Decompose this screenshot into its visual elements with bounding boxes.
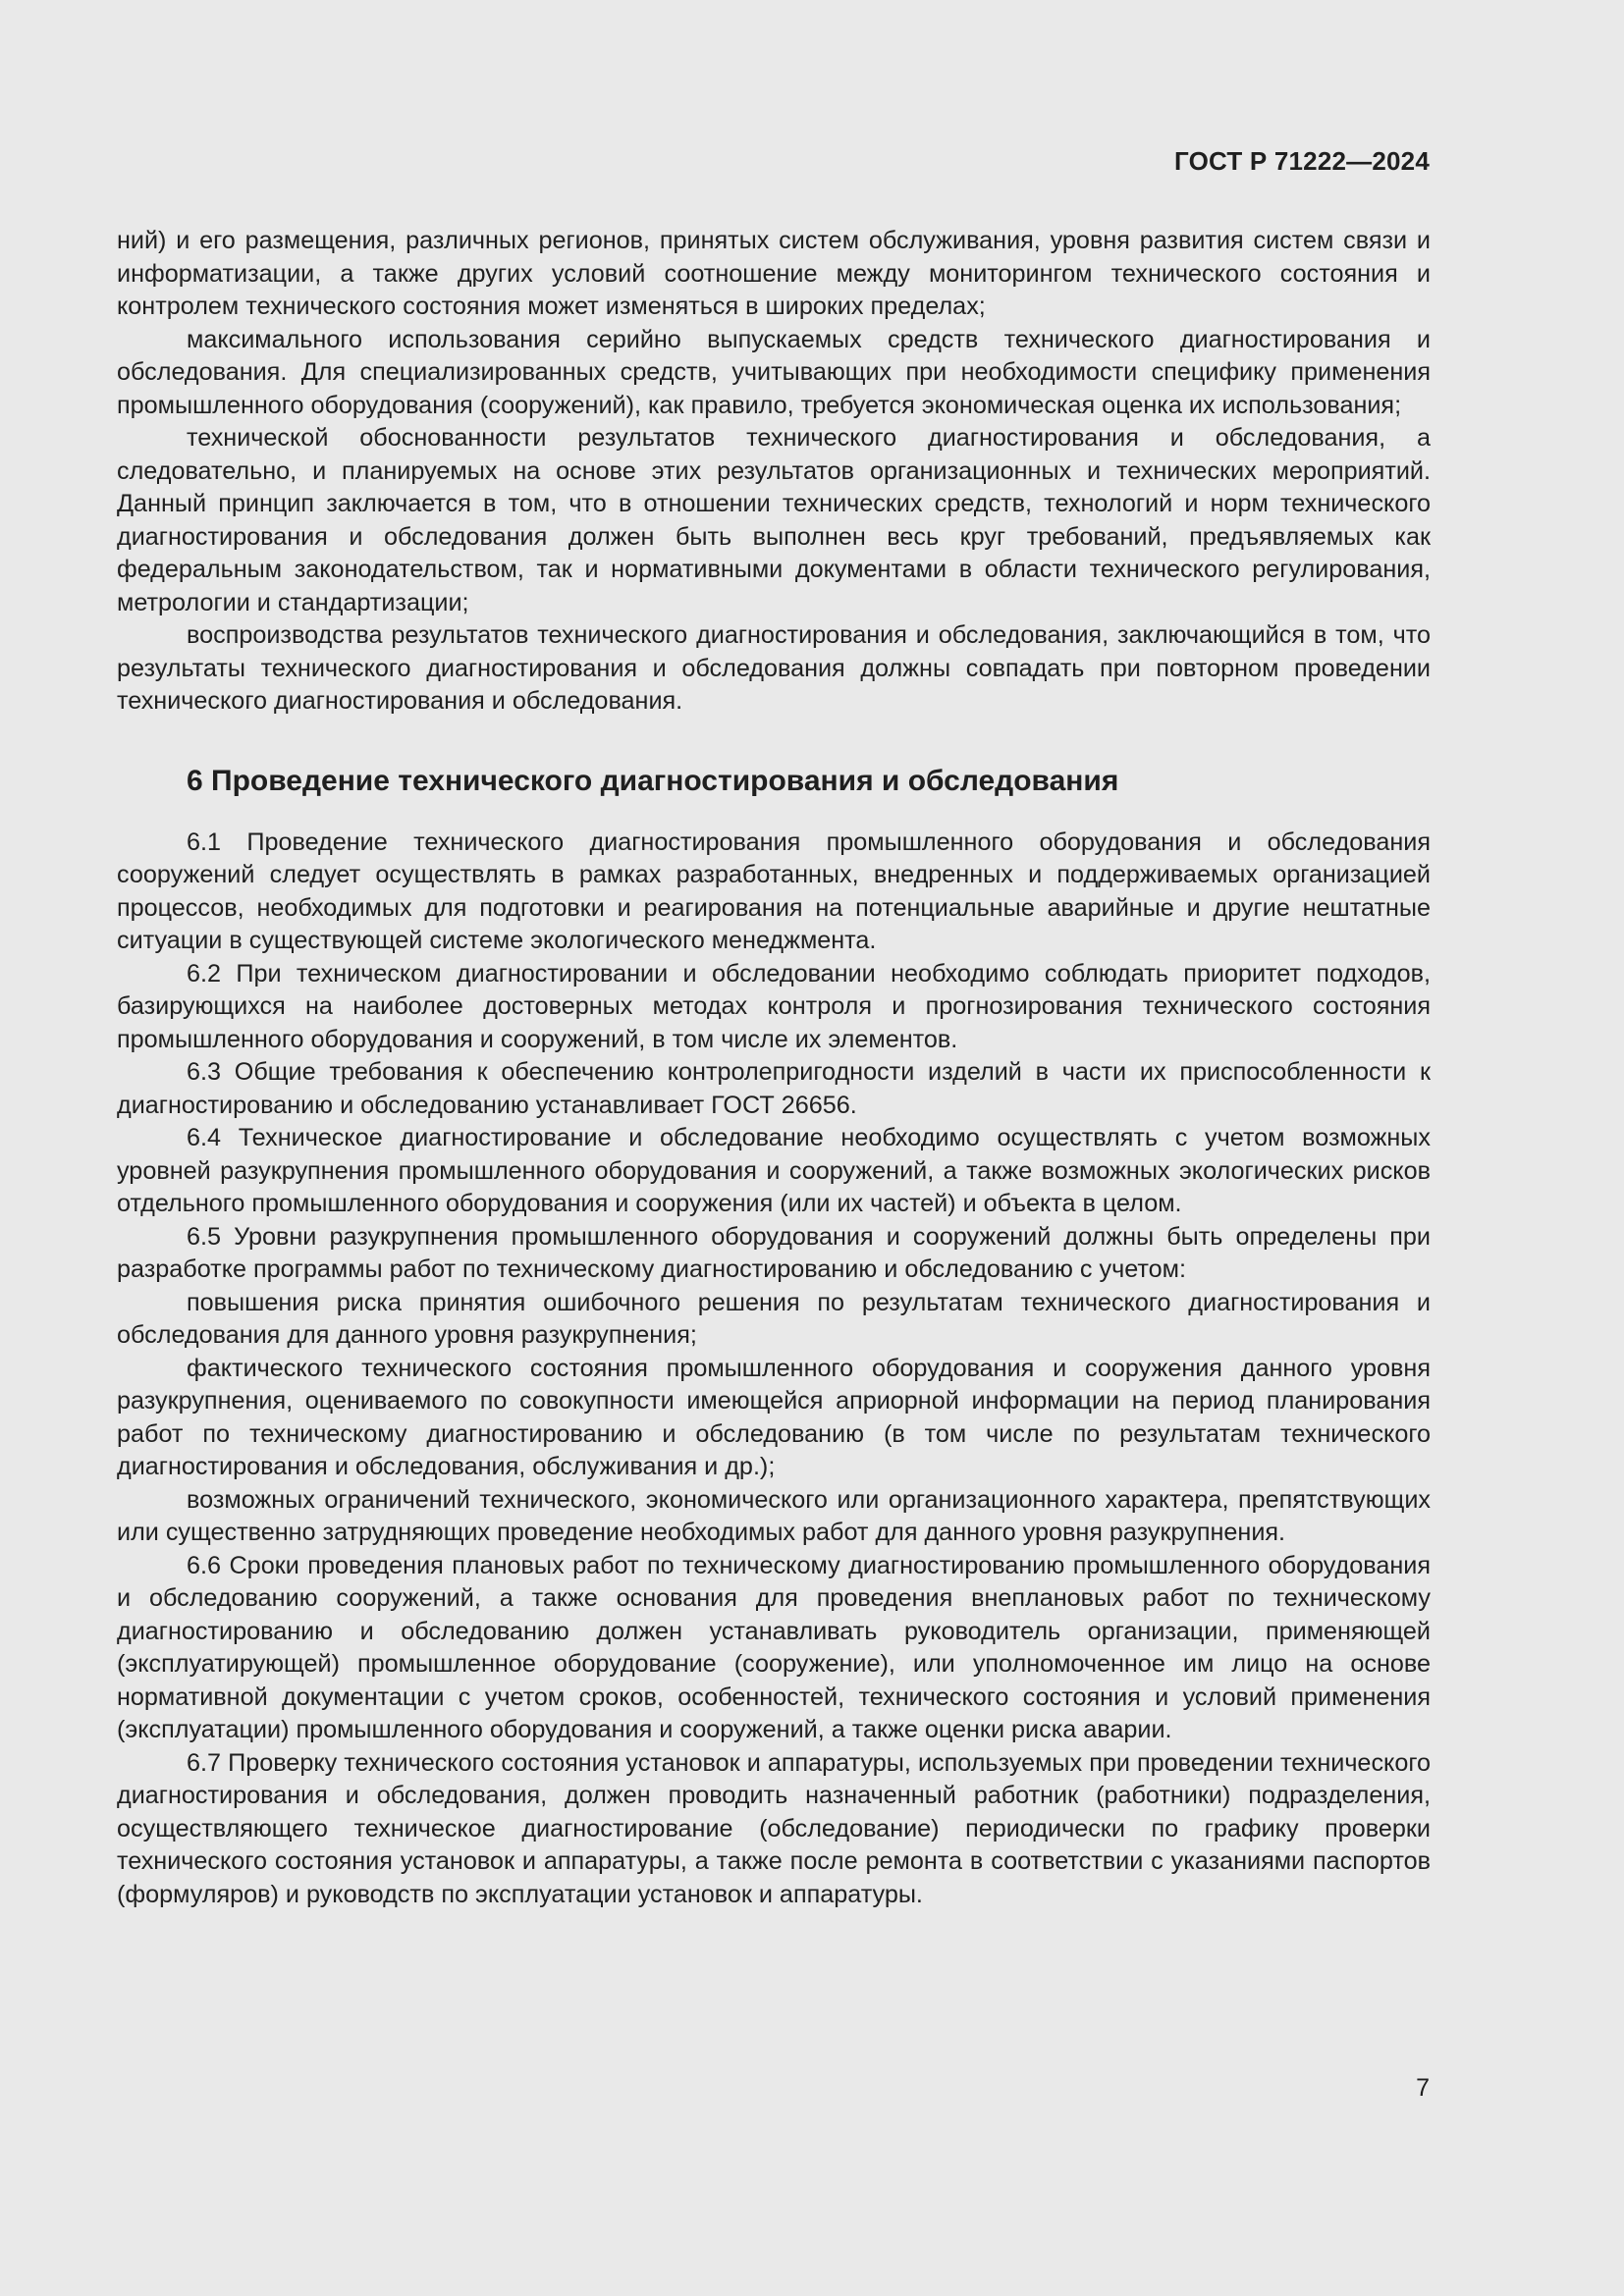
clause-6-6: 6.6 Сроки проведения плановых работ по техническому диагностированию промышленного оборудования и обследованию сооружений, а также основания для проведения внеплановых работ по техническому диагностированию и обследованию должен устанавливать руководитель организации, применяющей (эксплуатирующей) промышленное оборудование (сооружение), или уполномоченное им лицо на основе нормативной документации с учетом сроков, особенностей, технического состояния и условий применения (эксплуатации) промышленного оборудования и сооружений, а также оценки риска аварии.	[117, 1551, 1431, 1743]
clause-6-2: 6.2 При техническом диагностировании и обследовании необходимо соблюдать приоритет подходов, базирующихся на наиболее достоверных методах контроля и прогнозирования технического состояния промышленного оборудования и сооружений, в том числе их элементов.	[117, 959, 1431, 1053]
page-number: 7	[1416, 2074, 1430, 2102]
intro-paragraph-2: максимального использования серийно выпускаемых средств технического диагностирования и обследования. Для специализированных средств, учитывающих при необходимости специфику применения промышленного оборудования (сооружений), как правило, требуется экономическая оценка их использования;	[117, 325, 1431, 419]
clause-6-4: 6.4 Техническое диагностирование и обследование необходимо осуществлять с учетом возможных уровней разукрупнения промышленного оборудования и сооружений, а также возможных экологических рисков отдельного промышленного оборудования и сооружения (или их частей) и объекта в целом.	[117, 1124, 1431, 1217]
section-title: 6 Проведение технического диагностирования и обследования	[187, 764, 1119, 797]
intro-paragraph-3: технической обоснованности результатов технического диагностирования и обследования, а следовательно, и планируемых на основе этих результатов организационных и технических мероприятий. Данный принцип заключается в том, что в отношении технических средств, технологий и норм технического диагностирования и обследования должен быть выполнен весь круг требований, предъявляемых как федеральным законодательством, так и нормативными документами в области технического регулирования, метрологии и стандартизации;	[117, 424, 1431, 616]
document-code-header: ГОСТ Р 71222—2024	[1174, 146, 1430, 176]
intro-paragraph-4: воспроизводства результатов технического диагностирования и обследования, заключающийся в том, что результаты технического диагностирования и обследования должны совпадать при повторном проведении технического диагностирования и обследования.	[117, 621, 1431, 715]
clause-6-3: 6.3 Общие требования к обеспечению контролепригодности изделий в части их приспособленности к диагностированию и обследованию устанавливает ГОСТ 26656.	[117, 1058, 1431, 1119]
intro-paragraph-1: ний) и его размещения, различных регионов, принятых систем обслуживания, уровня развития систем связи и информатизации, а также других условий соотношение между мониторингом технического состояния и контролем технического состояния может изменяться в широких пределах;	[117, 227, 1431, 320]
clause-6-5-item-2: фактического технического состояния промышленного оборудования и сооружения данного уровня разукрупнения, оцениваемого по совокупности имеющейся априорной информации на период планирования работ по техническому диагностированию и обследованию (в том числе по результатам технического диагностирования и обследования, обслуживания и др.);	[117, 1354, 1431, 1480]
document-body	[117, 225, 1431, 1911]
clause-6-5-item-3: возможных ограничений технического, экономического или организационного характера, препятствующих или существенно затрудняющих проведение необходимых работ для данного уровня разукрупнения.	[117, 1485, 1431, 1546]
clause-6-1: 6.1 Проведение технического диагностирования промышленного оборудования и обследования сооружений следует осуществлять в рамках разработанных, внедренных и поддерживаемых организацией процессов, необходимых для подготовки и реагирования на потенциальные аварийные и другие нештатные ситуации в существующей системе экологического менеджмента.	[117, 828, 1431, 954]
clause-6-5: 6.5 Уровни разукрупнения промышленного оборудования и сооружений должны быть определены при разработке программы работ по техническому диагностированию и обследованию с учетом:	[117, 1222, 1431, 1283]
clause-6-7: 6.7 Проверку технического состояния установок и аппаратуры, используемых при проведении технического диагностирования и обследования, должен проводить назначенный работник (работники) подразделения, осуществляющего техническое диагностирование (обследование) периодически по графику проверки технического состояния установок и аппаратуры, а также после ремонта в соответствии с указаниями паспортов (формуляров) и руководств по эксплуатации установок и аппаратуры.	[117, 1748, 1431, 1908]
clause-6-5-item-1: повышения риска принятия ошибочного решения по результатам технического диагностирования и обследования для данного уровня разукрупнения;	[117, 1288, 1431, 1349]
